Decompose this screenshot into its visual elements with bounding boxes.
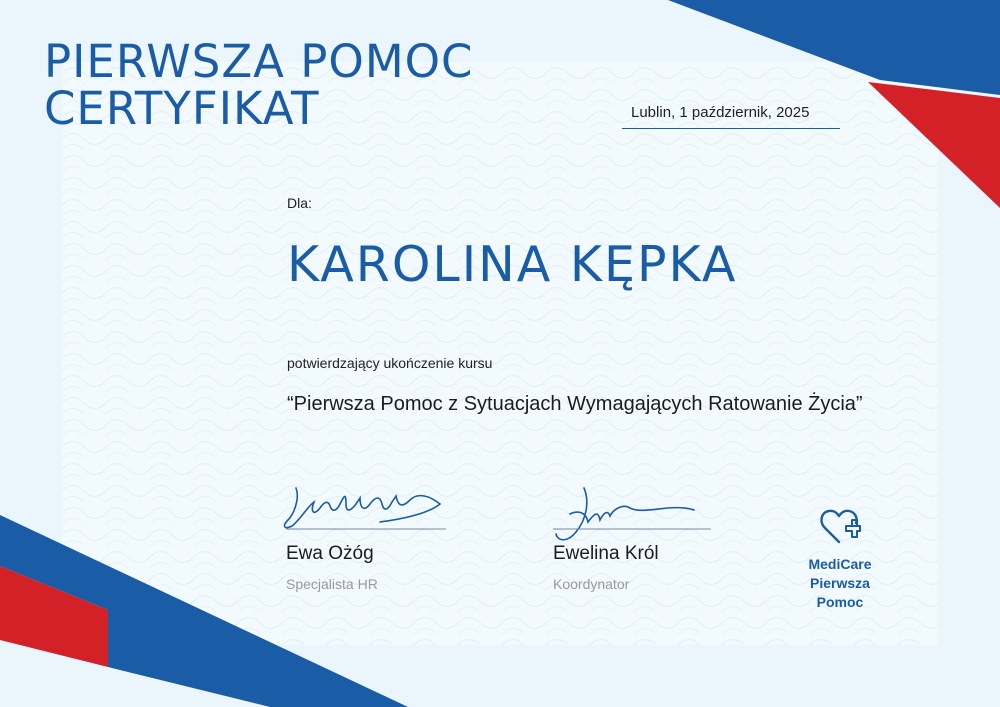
confirmation-text: potwierdzający ukończenie kursu	[287, 355, 493, 371]
course-name: “Pierwsza Pomoc z Sytuacjach Wymagających Ratowanie Życia”	[287, 393, 863, 415]
top-right-blue-stripe	[668, 0, 1000, 95]
logo-line-1: MediCare	[808, 556, 872, 572]
top-right-red-stripe	[868, 82, 1000, 208]
title-line-1: PIERWSZA POMOC	[44, 35, 474, 88]
signature-2-name: Ewelina Król	[553, 543, 659, 564]
logo-line-2: Pierwsza	[810, 575, 870, 591]
certificate-title	[44, 35, 474, 135]
title-line-2: CERTYFIKAT	[44, 82, 320, 135]
signature-2-line	[553, 528, 711, 530]
logo-line-3: Pomoc	[816, 594, 864, 610]
recipient-name: KAROLINA KĘPKA	[287, 236, 738, 293]
signature-1-line	[286, 528, 446, 530]
heart-plus-icon	[819, 506, 861, 546]
signature-2-role: Koordynator	[553, 576, 630, 592]
signature-2-drawing	[548, 484, 718, 546]
place-date: Lublin, 1 październik, 2025	[631, 104, 810, 121]
signature-1-role: Specjalista HR	[286, 576, 378, 592]
signature-1-name: Ewa Ożóg	[286, 543, 374, 564]
signature-1-drawing	[280, 482, 450, 532]
date-underline	[622, 128, 840, 129]
for-label: Dla:	[287, 195, 312, 211]
logo-text	[790, 555, 890, 612]
